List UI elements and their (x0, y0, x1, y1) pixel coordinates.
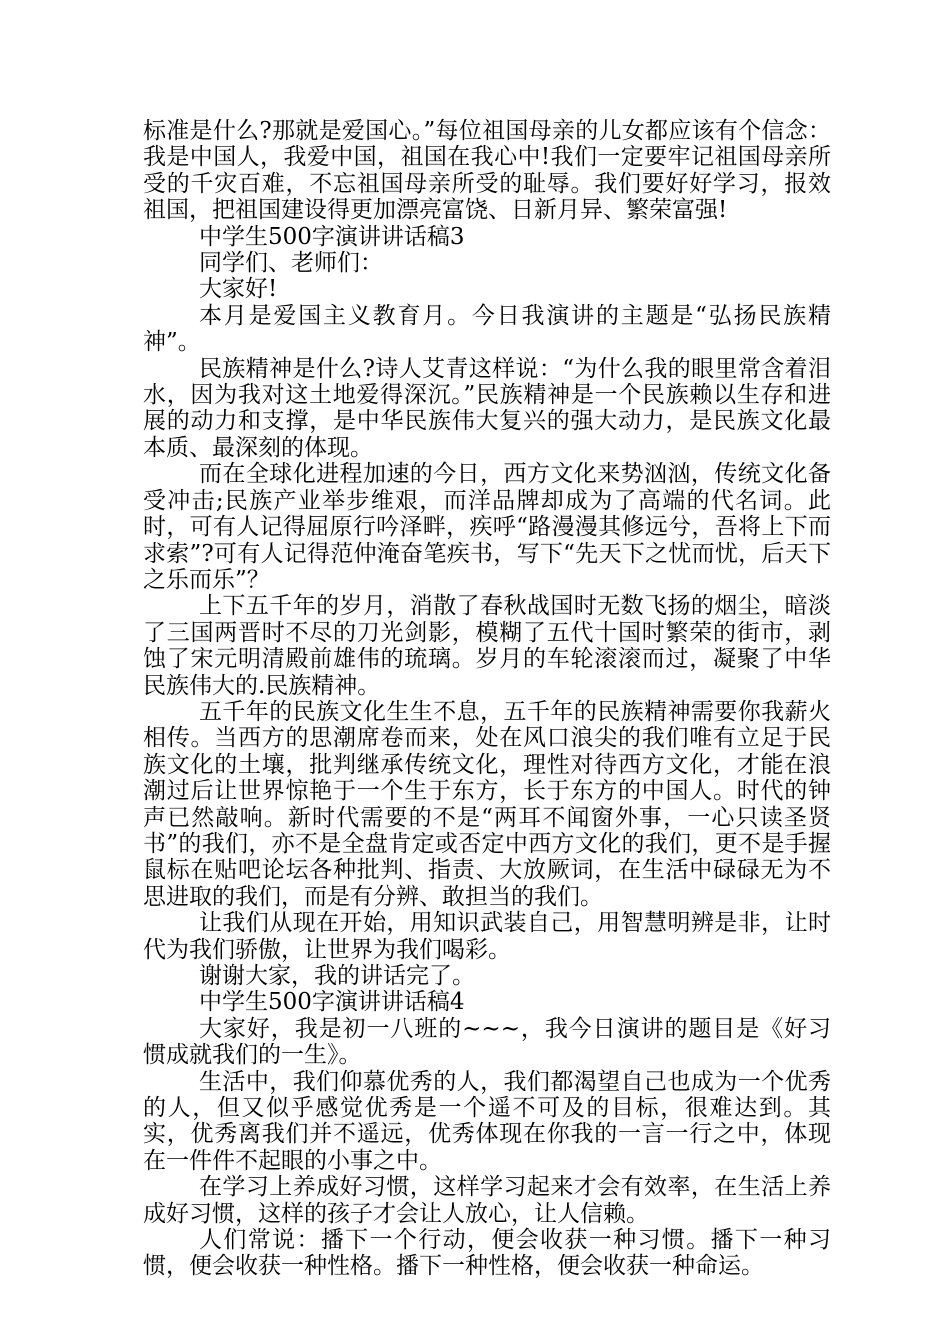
section-heading-speech-4: 中学生500字演讲讲话稿4 (199, 989, 465, 1016)
paragraph-saying: 人们常说：播下一个行动，便会收获一种习惯。播下一种习惯，便会收获一种性格。播下一种性格，便会收获一种命运。 (143, 1227, 831, 1280)
paragraph-call-to-action: 让我们从现在开始，用知识武装自己，用智慧明辨是非，让时代为我们骄傲，让世界为我们喝彩。 (143, 910, 831, 963)
section-heading-speech-3: 中学生500字演讲讲话稿3 (199, 223, 465, 250)
paragraph-speech4-intro: 大家好，我是初一八班的~~~，我今日演讲的题目是《好习惯成就我们的一生》。 (143, 1015, 831, 1069)
paragraph-good-habits: 在学习上养成好习惯，这样学习起来才会有效率，在生活上养成好习惯，这样的孩子才会让人放心，让人信赖。 (143, 1174, 831, 1227)
paragraph-history: 上下五千年的岁月，消散了春秋战国时无数飞扬的烟尘，暗淡了三国两晋时不尽的刀光剑影，模糊了五代十国时繁荣的街市，剥蚀了宋元明清殿前雄伟的琉璃。岁月的车轮滚滚而过，凝聚了中华民族伟大的.民族精神。 (143, 593, 831, 699)
salutation: 同学们、老师们： (199, 250, 383, 277)
greeting: 大家好! (199, 276, 278, 303)
paragraph-globalization: 而在全球化进程加速的今日，西方文化来势汹汹，传统文化备受冲击;民族产业举步维艰，而洋品牌却成为了高端的代名词。此时，可有人记得屈原行吟泽畔，疾呼“路漫漫其修远兮，吾将上下而求索”?可有人记得范仲淹奋笔疾书，写下“先天下之忧而忧，后天下之乐而乐”？ (143, 461, 831, 593)
document-page (143, 118, 831, 1280)
paragraph-culture-heritage: 五千年的民族文化生生不息，五千年的民族精神需要你我薪火相传。当西方的思潮席卷而来，处在风口浪尖的我们唯有立足于民族文化的土壤，批判继承传统文化，理性对待西方文化，才能在浪潮过后让世界惊艳于一个生于东方，长于东方的中国人。时代的钟声已然敲响。新时代需要的不是“两耳不闻窗外事，一心只读圣贤书”的我们，亦不是全盘肯定或否定中西方文化的我们，更不是手握鼠标在贴吧论坛各种批判、指责、大放厥词，在生活中碌碌无为不思进取的我们，而是有分辨、敢担当的我们。 (143, 698, 831, 910)
closing-thanks: 谢谢大家，我的讲话完了。 (199, 963, 475, 989)
paragraph-topic-intro: 本月是爱国主义教育月。今日我演讲的主题是“弘扬民族精神”。 (143, 302, 831, 356)
paragraph-excellence: 生活中，我们仰慕优秀的人，我们都渴望自己也成为一个优秀的人，但又似乎感觉优秀是一个遥不可及的目标，很难达到。其实，优秀离我们并不遥远，优秀体现在你我的一言一行之中，体现在一件件不起眼的小事之中。 (143, 1068, 831, 1174)
paragraph-continuation: 标准是什么?那就是爱国心。”每位祖国母亲的儿女都应该有个信念：我是中国人，我爱中国，祖国在我心中!我们一定要牢记祖国母亲所受的千灾百难，不忘祖国母亲所受的耻辱。我们要好好学习，报效祖国，把祖国建设得更加漂亮富饶、日新月异、繁荣富强! (143, 118, 831, 224)
paragraph-national-spirit: 民族精神是什么?诗人艾青这样说：“为什么我的眼里常含着泪水，因为我对这土地爱得深沉。”民族精神是一个民族赖以生存和进展的动力和支撑，是中华民族伟大复兴的强大动力，是民族文化最本质、最深刻的体现。 (143, 355, 831, 461)
